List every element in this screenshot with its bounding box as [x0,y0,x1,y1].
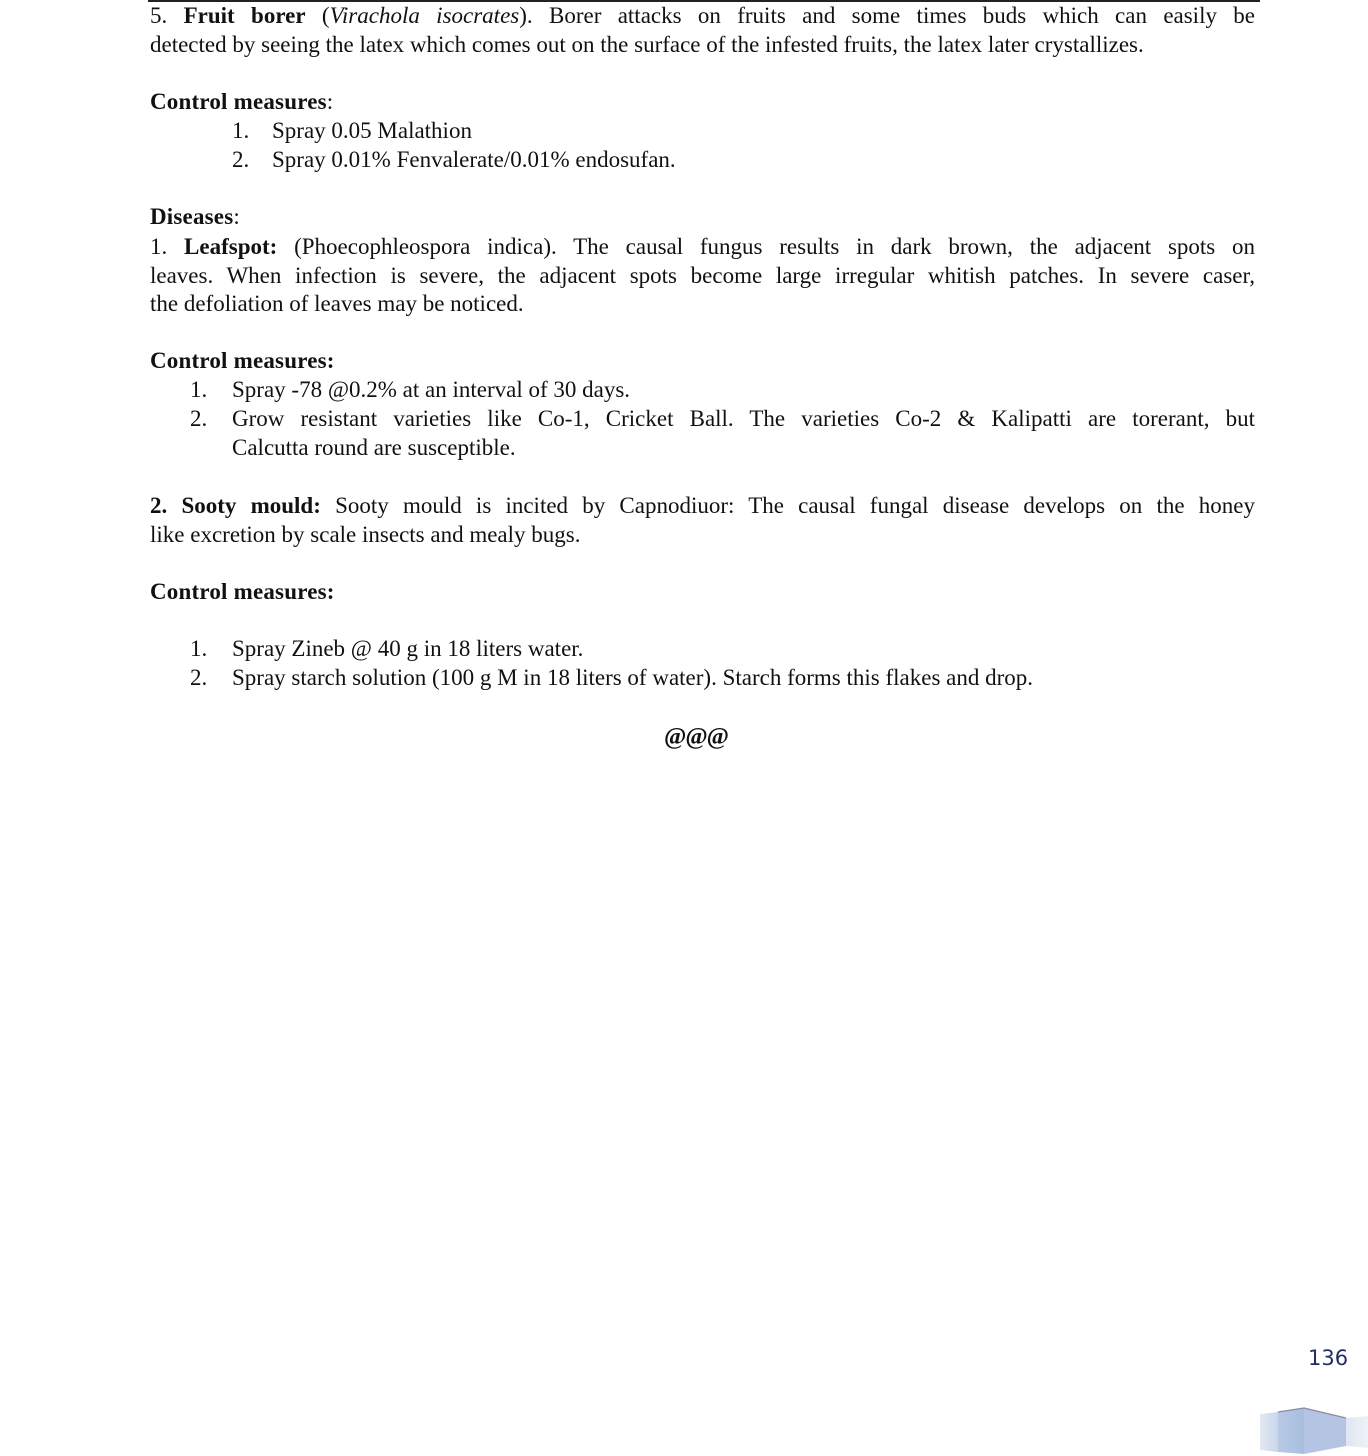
diseases-heading [150,203,240,231]
list-item-number: 1. [190,377,208,402]
list-item-line-1: Grow resistant varieties like Co-1, Cricket Ball. The varieties Co-2 & Kalipatti are torerant, but [232,406,1255,431]
leafspot-title: Leafspot: [184,234,278,259]
leafspot-line-1 [150,233,1255,262]
leafspot-paragraph [150,233,1255,319]
box-left-face [1260,1412,1278,1452]
diseases-heading-text: Diseases [150,204,234,229]
list-item [190,663,1190,692]
pest-control-heading [150,88,333,116]
sooty-control-heading [150,578,335,606]
list-item-number: 1. [232,118,250,143]
list-item-number: 2. [190,406,208,431]
pest-control-heading-colon: : [326,89,334,114]
fruit-borer-description-start: Borer attacks on fruits and some times buds which can easily be [549,3,1256,28]
box-front-face [1278,1408,1304,1454]
diseases-heading-colon: : [233,204,240,229]
leafspot-control-list [190,375,1255,462]
list-item-text: Spray -78 @0.2% at an interval of 30 days. [232,377,631,402]
fruit-borer-paragraph [150,2,1255,59]
leafspot-control-heading-text: Control measures: [150,348,335,373]
box-side-face [1304,1408,1346,1454]
sooty-mould-paragraph [150,492,1255,549]
leafspot-line-2: leaves. When infection is severe, the adjacent spots become large irregular whitish patches. In severe caser, [150,262,1255,288]
fruit-borer-line-2: detected by seeing the latex which comes out on the surface of the infested fruits, the latex later crystallizes. [150,31,1144,57]
leafspot-number: 1. [150,234,168,259]
list-item-number: 2. [190,665,208,690]
sooty-mould-line-2: like excretion by scale insects and mealy bugs. [150,521,581,547]
list-item [190,404,1255,462]
list-item [190,634,1190,663]
pest-control-list [232,116,676,174]
fruit-borer-scientific-name: Virachola isocrates [329,3,520,28]
box-right-face [1346,1416,1368,1448]
page-number: 136 [1308,1346,1349,1370]
list-item-line-2: Calcutta round are susceptible. [232,435,516,460]
list-item-number: 1. [190,636,208,661]
sooty-control-list [190,634,1190,692]
sooty-mould-title: 2. Sooty mould: [150,493,321,518]
page-corner-box-icon [1256,1402,1368,1456]
list-item-text: Spray Zineb @ 40 g in 18 liters water. [232,636,584,661]
open-paren: ( [321,3,330,28]
sooty-control-heading-text: Control measures: [150,579,335,604]
list-item [232,116,676,145]
sooty-mould-description-start: Sooty mould is incited by Capnodiuor: The causal fungal disease develops on the honey [335,493,1255,518]
leafspot-description-start: (Phoecophleospora indica). The causal fungus results in dark brown, the adjacent spots on [294,234,1256,259]
list-item-text: Spray 0.05 Malathion [272,118,472,143]
fruit-borer-title: Fruit borer [183,3,306,28]
list-item-text: Spray starch solution (100 g M in 18 liters of water). Starch forms this flakes and drop. [232,665,1034,690]
fruit-borer-number: 5. [150,3,168,28]
list-item [232,145,676,174]
sooty-mould-line-1 [150,492,1255,521]
leafspot-line-3: the defoliation of leaves may be noticed. [150,291,524,316]
fruit-borer-line-1 [150,2,1255,31]
section-end-ornament: @@@ [664,724,728,750]
list-item-number: 2. [232,147,250,172]
list-item [190,375,1255,404]
list-item-text: Spray 0.01% Fenvalerate/0.01% endosufan. [272,147,676,172]
pest-control-heading-text: Control measures [150,89,327,114]
leafspot-control-heading [150,347,335,375]
close-paren: ). [519,3,533,28]
list-item-text [232,404,1255,462]
